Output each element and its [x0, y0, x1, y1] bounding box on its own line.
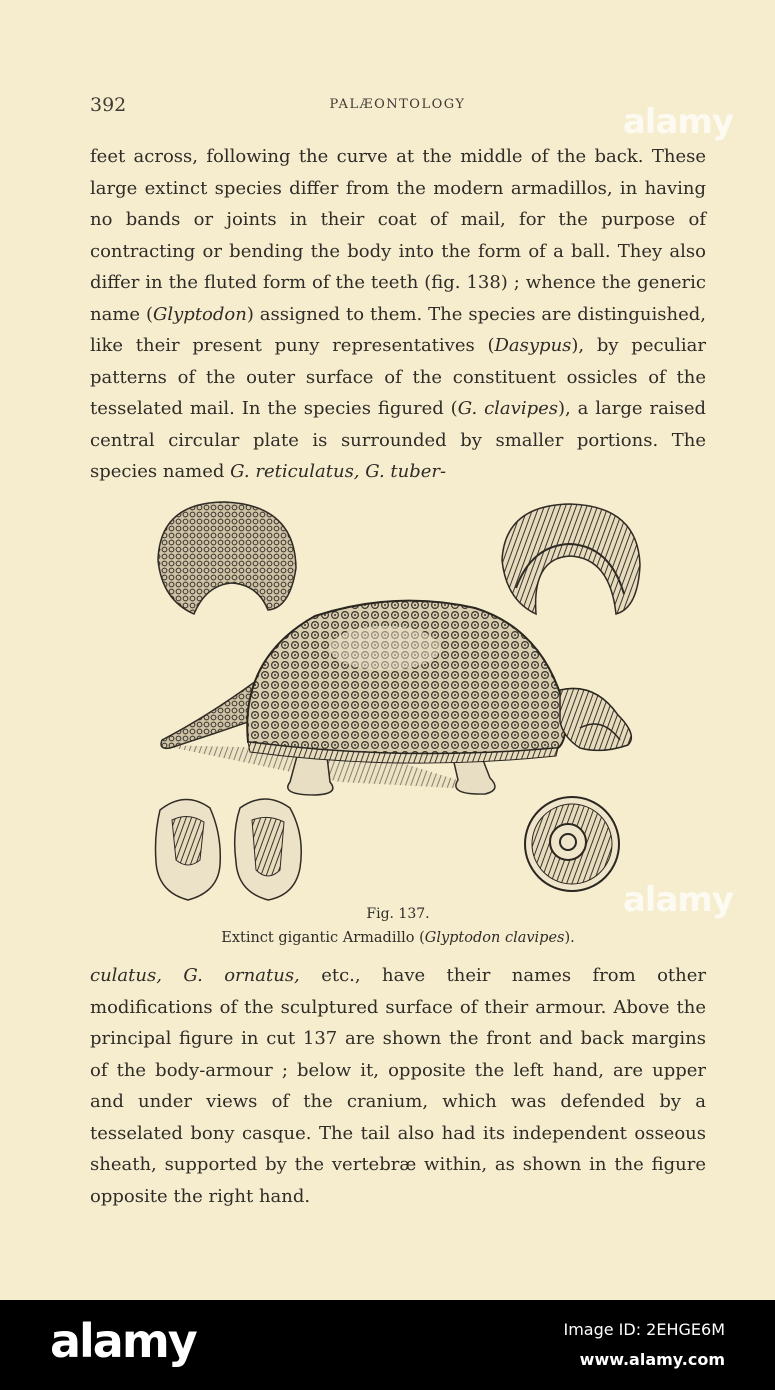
- paragraph-bottom: [90, 960, 706, 1212]
- image-id: Image ID: 2EHGE6M: [563, 1320, 725, 1339]
- back-armour-margin: [502, 504, 640, 614]
- italic-run: G. clavipes: [457, 398, 558, 419]
- page-number: 392: [90, 94, 127, 116]
- text-run: ) assigned to them. The species are distinguished, like their present puny representatives (: [90, 303, 706, 356]
- italic-run: G. reticulatus, G. tuber-: [230, 461, 447, 482]
- italic-run: culatus, G. ornatus,: [90, 965, 300, 986]
- body-text-bottom: [90, 960, 706, 1212]
- alamy-logo: alamy: [50, 1314, 196, 1368]
- head: [560, 688, 631, 750]
- text-run: ), by peculiar patterns of the outer surface of the constituent ossicles of the tesselated mail. In the species figured (: [90, 335, 706, 419]
- page-header: [90, 94, 705, 118]
- watermark: alamy: [622, 102, 733, 142]
- text-run: feet across, following the curve at the middle of the back. These large extinct species differ from the modern armadillos, in having no bands or joints in their coat of mail, for the purpose of contracting or bending the body into the form of a ball. They also differ in the fluted form of the teeth (fig. 138) ; whence the generic name (: [90, 146, 706, 325]
- watermark: alamy: [622, 880, 733, 920]
- text-run: ), a large raised central circular plate is surrounded by smaller portions. The species named: [90, 398, 706, 482]
- italic-run: Glyptodon: [153, 303, 247, 325]
- paragraph-top: [90, 141, 706, 488]
- text-run: etc., have their names from other modifications of the sculptured surface of their armour. Above the principal figure in cut 137 are shown the front and back margins of the body-armour ; below it, opposite the left hand, are upper and under views of the cranium, which was defended by a tesselated bony casque. The tail also had its independent osseous sheath, supported by the vertebræ within, as shown in the figure opposite the right hand.: [90, 965, 706, 1207]
- glyptodon-illustration: [140, 490, 650, 905]
- figure-caption: Extinct gigantic Armadillo (Glyptodon clavipes).: [221, 930, 575, 946]
- italic-run: Dasypus: [494, 335, 572, 356]
- cranium-upper-view: [156, 799, 221, 900]
- body-text-top: [90, 141, 706, 488]
- running-head: PALÆONTOLOGY: [329, 97, 466, 112]
- cranium-under-view: [235, 799, 302, 900]
- site-url: www.alamy.com: [579, 1350, 725, 1369]
- front-armour-margin: [158, 502, 296, 614]
- tail-sheath-section: [525, 797, 619, 891]
- main-carapace: [247, 601, 565, 763]
- stock-footer: [0, 1300, 775, 1390]
- figure-label: Fig. 137.: [366, 906, 430, 922]
